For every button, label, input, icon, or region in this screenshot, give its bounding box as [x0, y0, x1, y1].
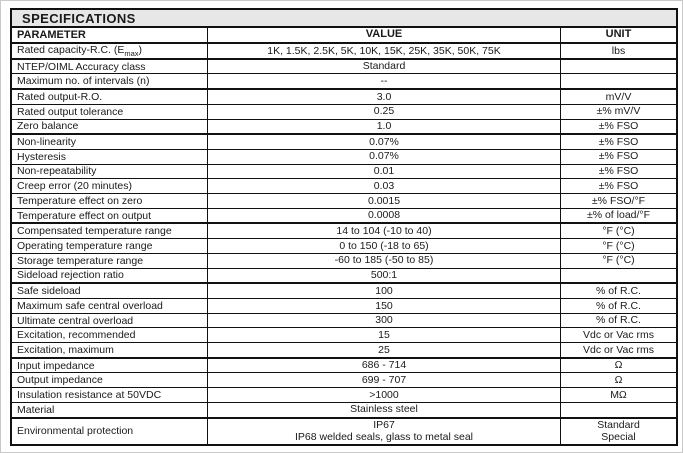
- value-cell: 0.25: [208, 105, 561, 119]
- parameter-cell: Insulation resistance at 50VDC: [12, 388, 208, 402]
- parameter-cell: Excitation, maximum: [12, 343, 208, 357]
- table-row: [12, 150, 676, 165]
- table-row: [12, 60, 676, 75]
- table-body: [12, 44, 676, 444]
- parameter-cell: Excitation, recommended: [12, 328, 208, 342]
- value-cell: 0.0008: [208, 209, 561, 223]
- parameter-cell: Rated output-R.O.: [12, 90, 208, 104]
- parameter-cell: Ultimate central overload: [12, 314, 208, 328]
- table-row: [12, 269, 676, 285]
- value-cell: --: [208, 74, 561, 88]
- table-row: [12, 373, 676, 388]
- table-title: SPECIFICATIONS: [22, 10, 136, 26]
- parameter-cell: Compensated temperature range: [12, 224, 208, 238]
- table-title-bar: [12, 10, 676, 28]
- table-row: [12, 239, 676, 254]
- unit-cell: [561, 74, 676, 88]
- value-cell: Stainless steel: [208, 403, 561, 417]
- unit-cell: ±% mV/V: [596, 105, 641, 118]
- unit-cell: % of R.C.: [596, 284, 641, 297]
- value-cell: 0.0015: [208, 194, 561, 208]
- table-row: [12, 74, 676, 90]
- value-cell: 150: [208, 299, 561, 313]
- unit-cell: Ω: [614, 359, 623, 372]
- unit-cell: mV/V: [605, 90, 632, 103]
- table-row: [12, 343, 676, 359]
- value-cell: 0.07%: [208, 135, 561, 149]
- parameter-cell: Operating temperature range: [12, 239, 208, 253]
- column-header-value: VALUE: [208, 28, 561, 42]
- unit-cell: Vdc or Vac rms: [583, 343, 654, 356]
- table-row: [12, 419, 676, 444]
- unit-cell: [561, 60, 676, 74]
- parameter-cell: Zero balance: [12, 120, 208, 134]
- subscript-text: max: [124, 49, 139, 59]
- value-cell: 686 - 714: [208, 359, 561, 373]
- value-cell: 15: [208, 328, 561, 342]
- value-cell: 3.0: [208, 90, 561, 104]
- parameter-cell: Input impedance: [12, 359, 208, 373]
- parameter-cell: Non-repeatability: [12, 165, 208, 179]
- table-row: [12, 179, 676, 194]
- parameter-cell: Temperature effect on output: [12, 209, 208, 223]
- unit-cell: Vdc or Vac rms: [583, 328, 654, 341]
- parameter-cell: Material: [12, 403, 208, 417]
- table-header-row: [12, 28, 676, 44]
- parameter-cell: Environmental protection: [12, 419, 208, 444]
- value-cell: 0.01: [208, 165, 561, 179]
- value-cell: 0.03: [208, 179, 561, 193]
- value-cell: 14 to 104 (-10 to 40): [208, 224, 561, 238]
- parameter-cell: Rated capacity-R.C. $(E_{max})$: [12, 44, 208, 58]
- parameter-cell: Creep error (20 minutes): [12, 179, 208, 193]
- table-row: [12, 254, 676, 269]
- unit-cell: MΩ: [610, 388, 627, 401]
- table-row: [12, 120, 676, 136]
- unit-cell: °F (°C): [602, 254, 635, 267]
- table-row: [12, 90, 676, 105]
- unit-cell: ±% of load/°F: [586, 209, 651, 222]
- value-cell: Standard: [208, 60, 561, 74]
- parameter-cell: Maximum no. of intervals (n): [12, 74, 208, 88]
- value-cell: 0.07%: [208, 150, 561, 164]
- parameter-cell: Hysteresis: [12, 150, 208, 164]
- parameter-cell: Sideload rejection ratio: [12, 269, 208, 283]
- column-header-unit: UNIT: [605, 28, 632, 41]
- specifications-table: [10, 8, 678, 446]
- table-row: [12, 44, 676, 60]
- unit-cell: lbs: [611, 44, 626, 57]
- table-row: [12, 209, 676, 225]
- parameter-cell: Non-linearity: [12, 135, 208, 149]
- table-row: [12, 328, 676, 343]
- unit-cell: °F (°C): [602, 224, 635, 237]
- unit-cell: ±% FSO: [598, 150, 639, 163]
- unit-cell: [561, 269, 676, 283]
- table-row: [12, 388, 676, 403]
- unit-cell: ±% FSO: [598, 165, 639, 178]
- parameter-cell: Safe sideload: [12, 284, 208, 298]
- value-cell: 100: [208, 284, 561, 298]
- value-cell: 25: [208, 343, 561, 357]
- table-row: [12, 314, 676, 329]
- table-row: [12, 194, 676, 209]
- parameter-cell: Storage temperature range: [12, 254, 208, 268]
- table-row: [12, 403, 676, 419]
- value-cell: 699 - 707: [208, 373, 561, 387]
- value-cell: 0 to 150 (-18 to 65): [208, 239, 561, 253]
- table-row: [12, 165, 676, 180]
- value-cell: 300: [208, 314, 561, 328]
- unit-cell: % of R.C.: [596, 299, 641, 312]
- parameter-cell: NTEP/OIML Accuracy class: [12, 60, 208, 74]
- parameter-cell: Rated output tolerance: [12, 105, 208, 119]
- unit-cell: ±% FSO: [598, 135, 639, 148]
- parameter-cell: Maximum safe central overload: [12, 299, 208, 313]
- table-row: [12, 359, 676, 374]
- value-cell: 1.0: [208, 120, 561, 134]
- unit-cell: ±% FSO: [598, 120, 639, 133]
- unit-cell: ±% FSO/°F: [591, 194, 646, 207]
- table-row: [12, 299, 676, 314]
- unit-cell: °F (°C): [602, 239, 635, 252]
- unit-cell: Ω: [614, 374, 623, 387]
- unit-cell: % of R.C.: [596, 314, 641, 327]
- parameter-cell: Output impedance: [12, 373, 208, 387]
- parameter-cell: Temperature effect on zero: [12, 194, 208, 208]
- value-cell: -60 to 185 (-50 to 85): [208, 254, 561, 268]
- table-row: [12, 105, 676, 120]
- table-row: [12, 224, 676, 239]
- value-cell: 1K, 1.5K, 2.5K, 5K, 10K, 15K, 25K, 35K, 50K, 75K: [208, 44, 561, 58]
- value-cell: >1000: [208, 388, 561, 402]
- unit-cell: [561, 403, 676, 417]
- table-row: [12, 135, 676, 150]
- value-cell: IP67 IP68 welded seals, glass to metal seal: [208, 419, 561, 444]
- column-header-parameter: PARAMETER: [12, 28, 208, 42]
- unit-cell: Standard Special: [597, 418, 640, 444]
- value-cell: 500:1: [208, 269, 561, 283]
- unit-cell: ±% FSO: [598, 179, 639, 192]
- table-row: [12, 284, 676, 299]
